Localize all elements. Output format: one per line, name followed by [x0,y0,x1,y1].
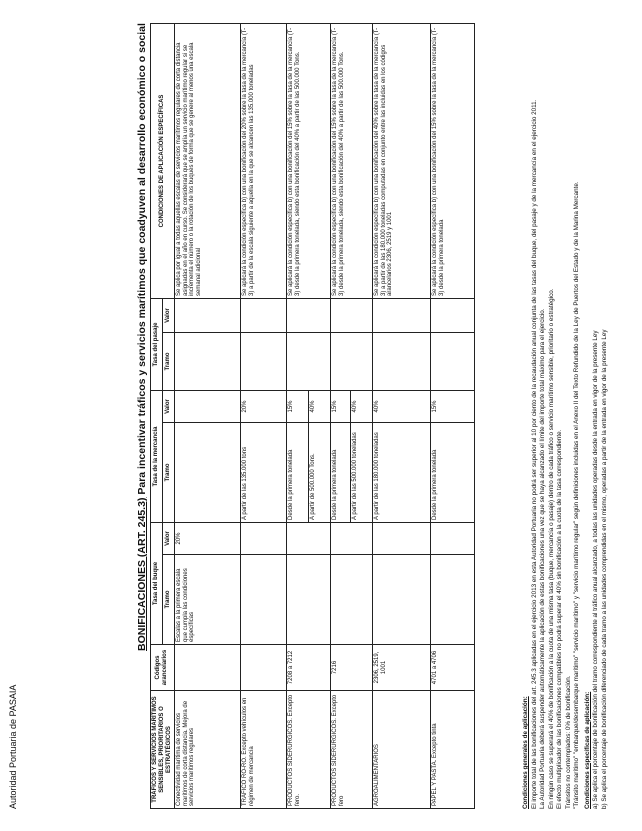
header-tasa-mercancia: Tasa de la mercancía [151,390,163,522]
notes-section [520,19,609,809]
cell-codigos [240,645,286,691]
general-condition: Tránsitos no contemplados: 0% de bonificación. [564,675,572,809]
header-pasaje-tramo: Tramo [162,332,174,390]
cell-buque-tramo [430,555,474,645]
general-condition: En ningún caso se superará el 40% de bonificación a la cuota de una misma tasa (buque, mercancía o pasaje) dentro de cada tráfico o servicio marítimo sensible, prioritario o estratégico. [547,288,555,809]
cell-merc-tramo: Desde la primera tonelada [286,422,308,522]
cell-buque-valor [372,522,430,554]
cell-merc-tramo: Desde la primera tonelada [330,422,350,522]
cell-merc-valor: 40% [350,390,372,422]
specific-condition: a) Se aplica el porcentaje de bonificación del tramo correspondiente al tráfico anual alcanzado, a todas las unidades operadas desde la entrada en vigor de la presente Ley [592,330,599,809]
cell-merc-tramo: A partir de las 135.000 tons [240,422,286,522]
cell-merc-tramo: A partir de las 500.000 toneladas [350,422,372,522]
cell-trafico: AGROALIMENTARIOS [372,691,430,809]
header-pasaje-valor: Valor [162,298,174,332]
cell-codigos: 7208 a 7212 [286,645,330,691]
header-buque-valor: Valor [162,522,174,554]
cell-buque-tramo: Escalas a la primera escala que cumpla las condiciones específicas [174,555,240,645]
header-condiciones: CONDICIONES DE APLICACIÓN ESPECÍFICAS [151,23,175,298]
cell-buque-tramo [330,555,372,645]
cell-pasaje-tramo [330,332,372,390]
cell-trafico: PRODUCTOS SIDERÚRGICOS. Excepto fero [330,691,372,809]
cell-buque-valor [330,522,372,554]
cell-buque-valor [286,522,330,554]
specific-conditions-heading: Condiciones específicas de aplicación: [583,691,591,809]
title-main: BONIFICACIONES (ART. 245.3) [136,497,148,651]
cell-pasaje-tramo [430,332,474,390]
cell-codigos: 2306, 2519, 1001 [372,645,430,691]
cell-pasaje-valor [174,298,240,332]
cell-condiciones: Se aplicará la condición específica b) con una bonificación del 40% sobre la tasa de la mercancía (T-3) a partir de las 180.000 toneladas computadas en conjunto entre las incluidas en los códigos arancelarios 2306, 2519 y 1001 [372,23,430,298]
header-tasa-buque: Tasa del buque [151,522,163,644]
cell-trafico: PAPEL Y PASTA. Excepto tinta [430,691,474,809]
cell-pasaje-tramo [372,332,430,390]
cell-trafico: PRODUCTOS SIDERÚRGICOS. Excepto fero. [286,691,330,809]
cell-merc-tramo: A partir de las 180.000 toneladas [372,422,430,522]
header-merc-tramo: Tramo [162,422,174,522]
table-row [286,23,308,808]
general-condition: La Autoridad Portuaria deberá suspender automáticamente la aplicación de estas bonificaciones una vez que se haya alcanzado el límite del importe total máximo para el ejercicio. [539,308,546,809]
cell-buque-valor [240,522,286,554]
cell-codigos: 4701 a 4706 [430,645,474,691]
general-condition: "Tránsito marítimo" "embarque/desembarque marítimo" "servicio marítimo" y "servicio marítimo regular" según definiciones incluidas en el Anexo II del Texto Refundido de la Ley de Puertos del Estado y de la Marina Mercante. [573,181,580,809]
cell-merc-valor [174,390,240,422]
table-row [372,23,430,808]
cell-condiciones: Se aplicará la condición específica b) con una bonificación del 15% sobre la tasa de la mercancía (T-3) desde la primera tonelada, siendo esta bonificación del 40% a partir de las 500.000 Tons. [286,23,330,298]
cell-pasaje-valor [240,298,286,332]
bonificaciones-table [150,23,475,809]
cell-condiciones: Se aplicará la condición específica b) con una bonificación del 15% sobre la tasa de la mercancía (T-3) desde la primera tonelada, siendo esta bonificación del 40% a partir de las 500.000 Tons. [330,23,372,298]
cell-merc-tramo: A partir de 500.000 Tons. [308,422,330,522]
general-condition: El importe total de las bonificaciones del art. 245.3 aplicadas en el ejercicio 2013 en esta Autoridad Portuaria no podrá ser superior al 10 por ciento de la recaudación anual conjunta de las tasas del buque, del pasaje y de la mercancía en el ejercicio 2011. [530,99,538,809]
cell-codigos [174,645,240,691]
header-merc-valor: Valor [162,390,174,422]
specific-condition: b) Se aplica el porcentaje de bonificación diferenciado de cada tramo a las unidades comprendidas en el mismo, operadas a partir de la entrada en vigor de la presente Ley [600,329,608,809]
organization-name: Autoridad Portuaria de PASAIA [8,684,18,809]
cell-pasaje-valor [286,298,330,332]
cell-merc-valor: 40% [372,390,430,422]
cell-condiciones: Se aplicará la condición específica b) con una bonificación del 20% sobre la tasa de la mercancía (T-3) a partir de la escala siguiente a aquella en la que se alcancen las 135.000 toneladas [240,23,286,298]
cell-pasaje-valor [372,298,430,332]
cell-buque-valor: 20% [174,522,240,554]
header-buque-tramo: Tramo [162,555,174,645]
cell-merc-valor: 15% [286,390,308,422]
cell-merc-tramo [174,422,240,522]
cell-buque-tramo [372,555,430,645]
cell-codigos: 7216 [330,645,372,691]
table-row [174,23,240,808]
table-row [330,23,350,808]
header-trafico: TRÁFICOS Y SERVICIOS MARÍTIMOS SENSIBLES, PRIORITARIOS O ESTRATÉGICOS [151,691,175,809]
cell-merc-valor: 40% [308,390,330,422]
cell-pasaje-valor [330,298,372,332]
cell-merc-valor: 15% [330,390,350,422]
cell-buque-tramo [286,555,330,645]
cell-trafico: Conectividad marítima de servicios marítimos de corta distancia. Mejora de servicios marítimos regulares [174,691,240,809]
table-row [430,23,474,808]
general-conditions-heading: Condiciones generales de aplicación: [522,696,529,809]
header-codigos: Códigos arancelarios [151,645,175,691]
cell-pasaje-tramo [286,332,330,390]
cell-pasaje-valor [430,298,474,332]
cell-trafico: TRÁFICO RO-RO. Excepto vehículos en régimen de mercancía [240,691,286,809]
title-rest: Para incentivar tráficos y servicios marítimos que coadyuven al desarrollo económico o social [136,23,148,498]
cell-merc-valor: 15% [430,390,474,422]
cell-pasaje-tramo [240,332,286,390]
cell-buque-valor [430,522,474,554]
cell-buque-tramo [240,555,286,645]
cell-pasaje-tramo [174,332,240,390]
cell-merc-valor: 20% [240,390,286,422]
table-row [240,23,286,808]
document-title [136,23,148,651]
cell-condiciones: Se aplica por igual a todas aquellas escalas de servicios marítimos regulares de corta distancia asignadas en el año en curso. Se considerará que se amplía un servicio marítimo regular si se incrementa el número o la rotación de los buques de forma que se genere al menos una escala semanal adicional [174,23,240,298]
general-condition: El efecto multiplicador de las bonificaciones compatibles no podrá superar el 40% sin bonificación a la cuota de la tasa correspondiente. [556,429,563,809]
cell-merc-tramo: Desde la primera tonelada [430,422,474,522]
cell-condiciones: Se aplicará la condición específica b) con una bonificación del 15% sobre la tasa de la mercancía (T-3) desde la primera tonelada [430,23,474,298]
header-tasa-pasaje: Tasa del pasaje [151,298,163,390]
